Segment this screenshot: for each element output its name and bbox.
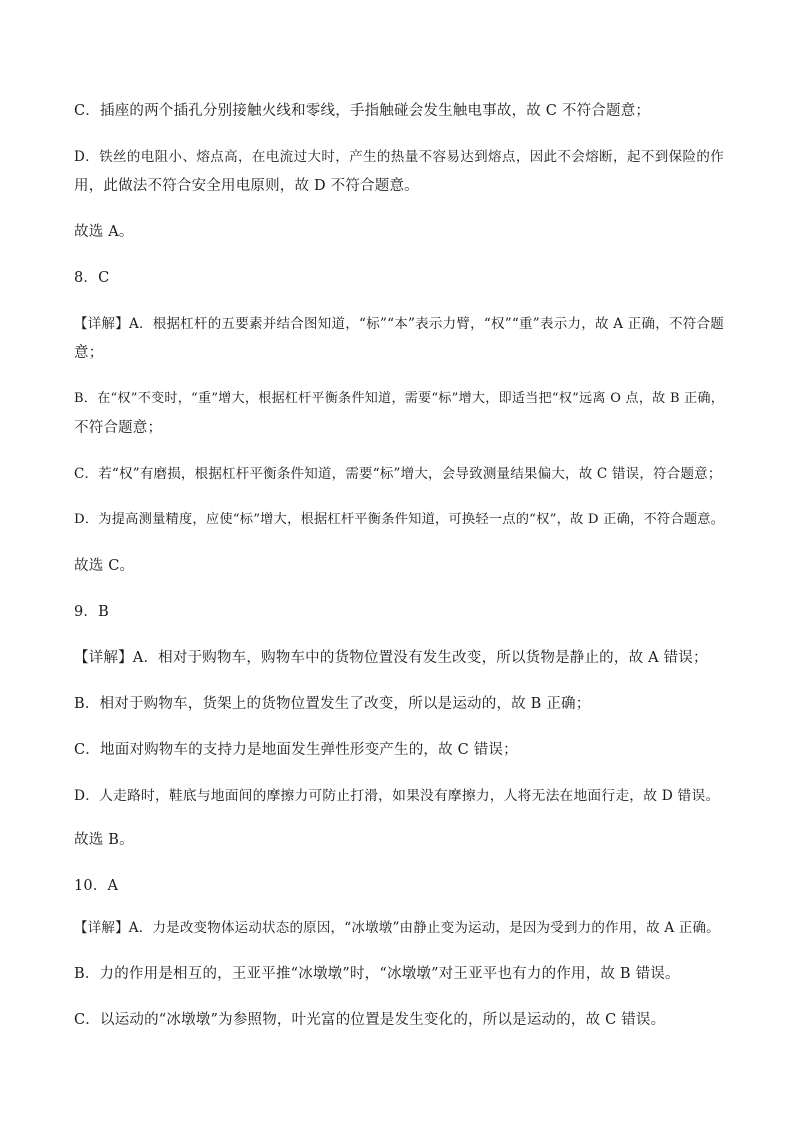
answer-9-option-b: B．相对于购物车，货架上的货物位置发生了改变，所以是运动的，故 B 正确； (74, 696, 591, 712)
answer-10-option-b: B．力的作用是相互的，王亚平推“冰墩墩”时，“冰墩墩”对王亚平也有力的作用，故 B 错误。 (74, 966, 680, 982)
answer-10-option-c: C．以运动的“冰墩墩”为参照物，叶光富的位置是发生变化的，所以是运动的，故 C 错误。 (74, 1012, 666, 1028)
question-9-answer: 9．B (74, 604, 109, 620)
question-10-answer: 10．A (74, 878, 119, 894)
answer-10-detail-a: 【详解】A．力是改变物体运动状态的原因，“冰墩墩”由静止变为运动，是因为受到力的作用，故 A 正确。 (74, 920, 720, 936)
answer-9-option-c: C．地面对购物车的支持力是地面发生弹性形变产生的，故 C 错误； (74, 742, 518, 758)
answer-8-detail-a-line1: 【详解】A．根据杠杆的五要素并结合图知道，“标”“本”表示力臂，“权”“重”表示力，故 A 正确，不符合题 (74, 316, 724, 332)
answer-8-option-b-line2: 不符合题意； (74, 420, 163, 436)
answer-9-detail-a: 【详解】A．相对于购物车，购物车中的货物位置没有发生改变，所以货物是静止的，故 A 错误； (74, 650, 708, 666)
answer-7-option-d-line2: 用，此做法不符合安全用电原则，故 D 不符合题意。 (74, 178, 419, 194)
question-8-answer: 8．C (74, 270, 110, 286)
answer-8-option-b-line1: B．在“权”不变时，“重”增大，根据杠杆平衡条件知道，需要“标”增大，即适当把“权”远离 O 点，故 B 正确， (74, 391, 724, 406)
answer-9-conclusion: 故选 B。 (74, 832, 134, 848)
answer-7-option-c: C．插座的两个插孔分别接触火线和零线，手指触碰会发生触电事故，故 C 不符合题意； (74, 103, 651, 119)
answer-7-option-d-line1: D．铁丝的电阻小、熔点高，在电流过大时，产生的热量不容易达到熔点，因此不会熔断，起不到保险的作 (74, 149, 724, 165)
answer-9-option-d: D．人走路时，鞋底与地面间的摩擦力可防止打滑，如果没有摩擦力，人将无法在地面行走，故 D 错误。 (74, 788, 720, 804)
answer-8-detail-a-line2: 意； (74, 345, 104, 361)
answer-8-option-d: D．为提高测量精度，应使“标”增大，根据杠杆平衡条件知道，可换轻一点的“权”，故 D 正确，不符合题意。 (74, 512, 725, 527)
answer-8-option-c: C．若“权”有磨损，根据杠杆平衡条件知道，需要“标”增大，会导致测量结果偏大，故 C 错误，符合题意； (74, 466, 722, 482)
answer-8-conclusion: 故选 C。 (74, 558, 135, 574)
answer-7-conclusion: 故选 A。 (74, 224, 134, 240)
